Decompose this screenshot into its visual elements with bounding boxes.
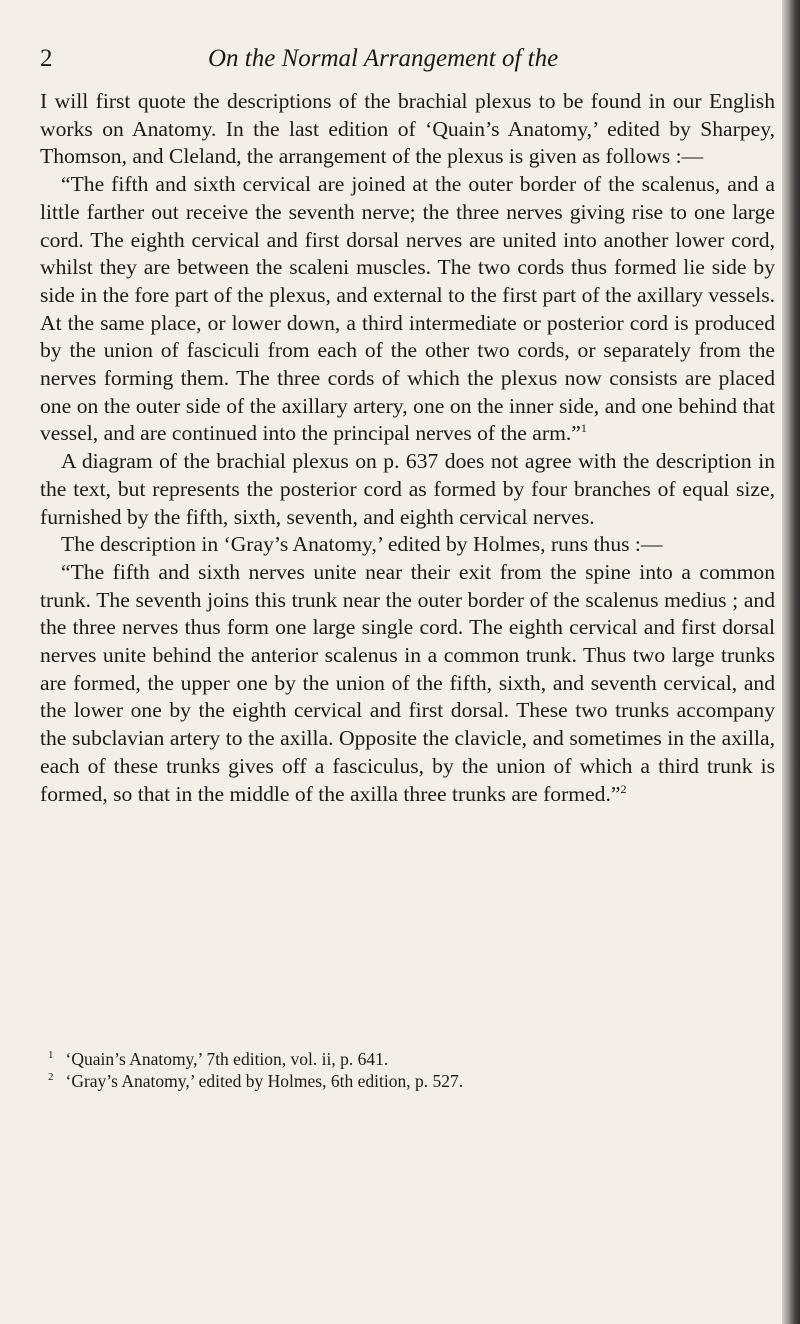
footnote-ref: 2 xyxy=(620,781,627,796)
paragraph: The description in ‘Gray’s Anatomy,’ edited by Holmes, runs thus :— xyxy=(61,532,663,557)
page-number: 2 xyxy=(40,45,53,72)
footnote-mark: 2 xyxy=(48,1071,54,1084)
body-text xyxy=(40,88,775,808)
paragraph: “The fifth and sixth nerves unite near their exit from the spine into a common trunk. The seventh joins this trunk near the outer border of the scalenus medius ; and the three nerves thus form one large single cord. The eighth cervical and first dorsal nerves unite behind the anterior scalenus in a common trunk. Thus two large trunks are formed, the upper one by the union of the fifth, sixth, and seventh cervical, and the lower one by the eighth cervical and first dorsal. These two trunks accompany the subclavian artery to the axilla. Opposite the clavicle, and sometimes in the axilla, each of these trunks gives off a fasciculus, by the union of which a third trunk is formed, so that in the middle of the axilla three trunks are formed.”$^2$ xyxy=(40,559,775,806)
running-head: On the Normal Arrangement of the xyxy=(208,45,559,72)
paragraph: “The fifth and sixth cervical are joined at the outer border of the scalenus, and a little farther out receive the seventh nerve; the three nerves giving rise to one large cord. The eighth cervical and first dorsal nerves are united into another lower cord, whilst they are between the scaleni muscles. The two cords thus formed lie side by side in the fore part of the plexus, and external to the first part of the axillary vessels. At the same place, or lower down, a third intermediate or posterior cord is produced by the union of fasciculi from each of the other two cords, or separately from the nerves forming them. The three cords of which the plexus now consists are placed one on the outer side of the axillary artery, one on the inner side, and one behind that vessel, and are continued into the principal nerves of the arm.”$^1$ xyxy=(40,172,775,446)
book-spine-shadow xyxy=(782,0,800,1324)
footnote-mark: 1 xyxy=(48,1049,54,1062)
paragraph: I will first quote the descriptions of the brachial plexus to be found in our English works on Anatomy. In the last edition of ‘Quain’s Anatomy,’ edited by Sharpey, Thomson, and Cleland, the arrangement of the plexus is given as follows :— xyxy=(40,89,775,169)
footnote: $^1$ ‘Quain’s Anatomy,’ 7th edition, vol. ii, p. 641. xyxy=(48,1049,389,1069)
footnote: $^2$ ‘Gray’s Anatomy,’ edited by Holmes, 6th edition, p. 527. xyxy=(48,1071,464,1091)
page-header xyxy=(40,42,760,76)
footnotes xyxy=(40,1048,775,1092)
footnote-ref: 1 xyxy=(580,421,587,436)
paragraph: A diagram of the brachial plexus on p. 637 does not agree with the description in the text, but represents the posterior cord as formed by four branches of equal size, furnished by the fifth, sixth, seventh, and eighth cervical nerves. xyxy=(40,449,775,529)
